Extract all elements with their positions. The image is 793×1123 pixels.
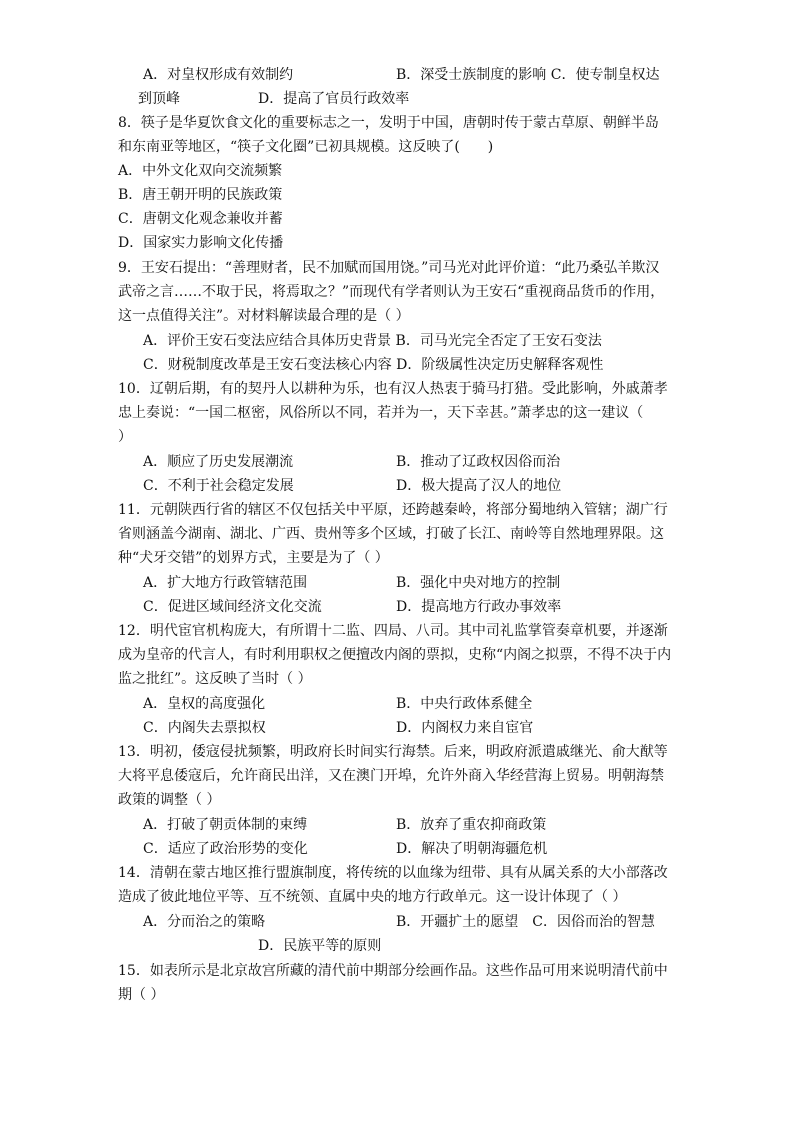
q13-stem-line1: 13．明初，倭寇侵扰频繁，明政府长时间实行海禁。后来，明政府派遣戚继光、俞大猷等 [118,744,668,760]
q9-stem-line3: 这一点值得关注”。对材料解读最合理的是（ ） [118,308,410,324]
q14-stem-line2: 造成了彼此地位平等、互不统领、直属中央的地方行政单元。这一设计体现了（ ） [118,889,627,905]
q13-stem-line3: 政策的调整（ ） [118,792,221,808]
q10-option-d: D．极大提高了汉人的地位 [396,478,562,494]
q8-option-d: D．国家实力影响文化传播 [118,235,284,251]
q8-option-b: B．唐王朝开明的民族政策 [118,187,283,203]
q12-option-b: B．中央行政体系健全 [396,696,533,712]
q11-stem-line1: 11．元朝陕西行省的辖区不仅包括关中平原，还跨越秦岭，将部分蜀地纳入管辖；湖广行 [118,502,668,518]
q11-option-a: A．扩大地方行政管辖范围 [143,575,308,591]
q13-stem-line2: 大将平息倭寇后，允许商民出洋，又在澳门开埠，允许外商入华经营海上贸易。明朝海禁 [118,768,664,784]
q7-option-b-c: B．深受士族制度的影响 C．使专制皇权达 [396,67,660,83]
q13-option-d: D．解决了明朝海疆危机 [396,841,548,857]
q13-option-b: B．放弃了重农抑商政策 [396,817,547,833]
q13-option-a: A．打破了朝贡体制的束缚 [143,817,308,833]
q9-options-c-d: C．财税制度改革是王安石变法核心内容 D．阶级属性决定历史解释客观性 [143,357,604,373]
q7-option-c-continued: 到顶峰 [138,91,180,107]
q10-option-c: C．不利于社会稳定发展 [143,478,294,494]
q8-option-a: A．中外文化双向交流频繁 [118,163,283,179]
q7-option-a: A．对皇权形成有效制约 [143,67,294,83]
q9-stem-line2: 武帝之言……不取于民，将焉取之？”而现代有学者则认为王安石“重视商品货币的作用， [118,284,665,300]
q11-stem-line2: 省则涵盖今湖南、湖北、广西、贵州等多个区域，打破了长江、南岭等自然地理界限。这 [118,526,664,542]
q8-stem-line1: 8．筷子是华夏饮食文化的重要标志之一，发明于中国，唐朝时传于蒙古草原、朝鲜半岛 [118,115,659,131]
q11-option-d: D．提高地方行政办事效率 [396,599,562,615]
q15-stem-line2: 期（ ） [118,987,165,1003]
q10-option-b: B．推动了辽政权因俗而治 [396,454,561,470]
q10-stem-line2: 忠上奏说：“一国二枢密，风俗所以不同，若并为一，天下幸甚。”萧孝忠的这一建议（ [118,405,644,421]
q14-option-a: A．分而治之的策略 [143,914,266,930]
q13-option-c: C．适应了政治形势的变化 [143,841,308,857]
q12-stem-line3: 监之批红”。这反映了当时（ ） [118,671,312,687]
q9-options-a-b: A．评价王安石变法应结合具体历史背景 B．司马光完全否定了王安石变法 [143,333,602,349]
q12-stem-line1: 12．明代宦官机构庞大，有所谓十二监、四局、八司。其中司礼监掌管奏章机要，并逐渐 [118,623,668,639]
q8-option-c: C．唐朝文化观念兼收并蓄 [118,211,283,227]
q8-stem-line2: 和东南亚等地区，“筷子文化圈”已初具规模。这反映了( ) [118,139,494,155]
q14-options-b-c: B．开疆扩土的愿望 C．因俗而治的智慧 [396,914,655,930]
q14-stem-line1: 14．清朝在蒙古地区推行盟旗制度，将传统的以血缘为纽带、具有从属关系的大小部落改 [118,865,668,881]
q12-option-a: A．皇权的高度强化 [143,696,266,712]
q10-stem-line1: 10．辽朝后期，有的契丹人以耕种为乐，也有汉人热衷于骑马打猎。受此影响，外戚萧孝 [118,381,668,397]
q10-stem-line3: ） [118,429,132,445]
q11-option-c: C．促进区域间经济文化交流 [143,599,322,615]
q7-option-d: D．提高了官员行政效率 [258,91,410,107]
q11-option-b: B．强化中央对地方的控制 [396,575,561,591]
q11-stem-line3: 种“犬牙交错”的划界方式，主要是为了（ ） [118,550,389,566]
q15-stem-line1: 15．如表所示是北京故宫所藏的清代前中期部分绘画作品。这些作品可用来说明清代前中 [118,963,668,979]
q12-stem-line2: 成为皇帝的代言人，有时利用职权之便擅改内阁的票拟，史称“内阁之拟票，不得不决于内 [118,647,672,663]
q10-option-a: A．顺应了历史发展潮流 [143,454,294,470]
q9-stem-line1: 9．王安石提出：“善理财者，民不加赋而国用饶。”司马光对此评价道：“此乃桑弘羊欺汉 [118,260,660,276]
q12-option-d: D．内阁权力来自宦官 [396,720,534,736]
q12-option-c: C．内阁失去票拟权 [143,720,266,736]
q14-option-d: D．民族平等的原则 [258,938,382,954]
